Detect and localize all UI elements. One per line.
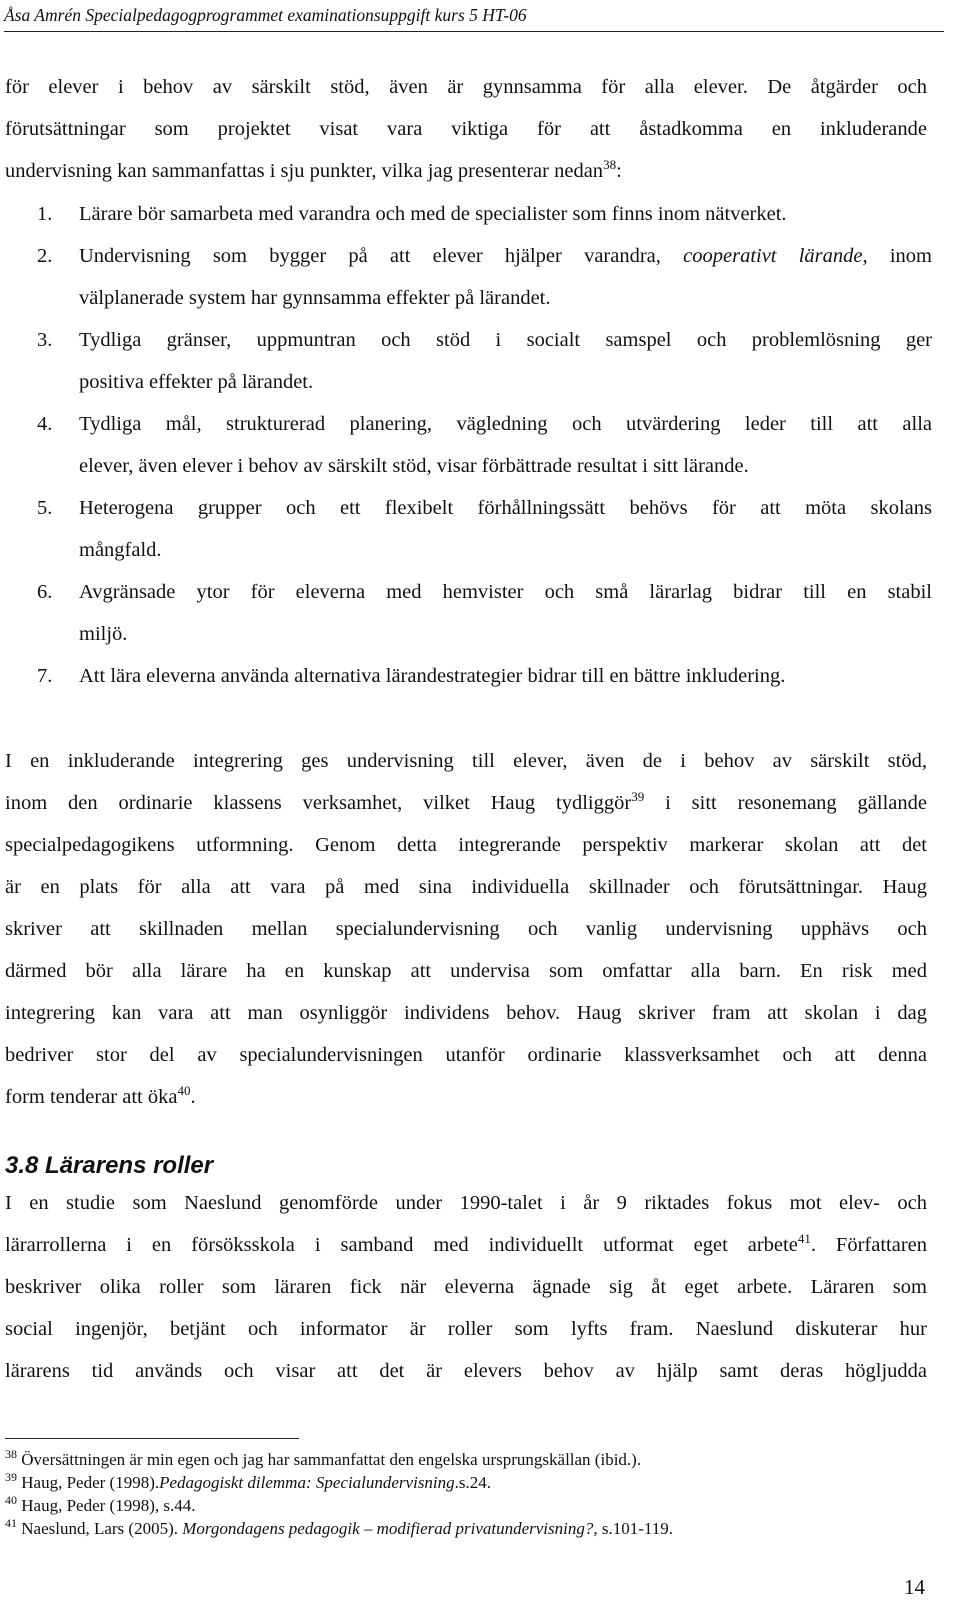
footnote-ref[interactable]: 40 xyxy=(177,1083,191,1098)
text-line: social ingenjör, betjänt och informator är roller som lyfts fram. Naeslund diskuterar hur xyxy=(5,1318,927,1340)
text-line: inom den ordinarie klassens verksamhet, vilket Haug tydliggör$^{39}$ i sitt resonemang gällande xyxy=(5,789,928,814)
text-line: lärarens tid används och visar att det är elevers behov av hjälp samt deras högljudda xyxy=(5,1360,927,1382)
footnote-ref[interactable]: 41 xyxy=(797,1231,811,1246)
list-number: 3. xyxy=(37,329,53,351)
text-line: I en studie som Naeslund genomförde under 1990-talet i år 9 riktades fokus mot elev- och xyxy=(5,1192,927,1214)
running-header: Åsa Amrén Specialpedagogprogrammet examinationsuppgift kurs 5 HT-06 xyxy=(4,4,944,32)
text-line: form tenderar att öka$^{40}$. xyxy=(5,1083,196,1108)
text-line: beskriver olika roller som läraren fick när eleverna ägnade sig åt eget arbete. Läraren som xyxy=(5,1276,927,1298)
section-heading: 3.8 Lärarens roller xyxy=(5,1152,214,1179)
list-item-continuation: miljö. xyxy=(79,623,128,645)
text-line: är en plats för alla att vara på med sina individuella skillnader och förutsättningar. Haug xyxy=(5,876,927,898)
list-number: 2. xyxy=(37,245,53,267)
text-line: lärarrollerna i en försöksskola i samband med individuellt utformat eget arbete$^{41}$. Författaren xyxy=(5,1231,927,1256)
footnote-separator xyxy=(5,1438,299,1439)
text-line: skriver att skillnaden mellan specialundervisning och vanlig undervisning upphävs och xyxy=(5,918,927,940)
footnote: $^{39}$ Haug, Peder (1998).Pedagogiskt dilemma: Specialundervisning.s.24. xyxy=(5,1470,492,1492)
list-number: 1. xyxy=(37,203,53,225)
text-line: undervisning kan sammanfattas i sju punkter, vilka jag presenterar nedan$^{38}$: xyxy=(5,157,622,182)
list-item: Undervisning som bygger på att elever hjälper varandra, cooperativt lärande, inom xyxy=(79,245,932,267)
page-number: 14 xyxy=(904,1575,925,1599)
list-item: Avgränsade ytor för eleverna med hemvister och små lärarlag bidrar till en stabil xyxy=(79,581,932,603)
list-item-continuation: välplanerade system har gynnsamma effekter på lärandet. xyxy=(79,287,551,309)
text-line: förutsättningar som projektet visat vara viktiga för att åstadkomma en inkluderande xyxy=(5,118,927,140)
text-line: I en inkluderande integrering ges undervisning till elever, även de i behov av särskilt stöd, xyxy=(5,750,927,772)
list-number: 7. xyxy=(37,665,53,687)
list-item: Tydliga gränser, uppmuntran och stöd i socialt samspel och problemlösning ger xyxy=(79,329,932,351)
list-item: Att lära eleverna använda alternativa lärandestrategier bidrar till en bättre inkludering. xyxy=(79,665,786,687)
list-number: 6. xyxy=(37,581,53,603)
list-number: 4. xyxy=(37,413,53,435)
list-item: Tydliga mål, strukturerad planering, vägledning och utvärdering leder till att alla xyxy=(79,413,932,435)
list-item-continuation: mångfald. xyxy=(79,539,162,561)
list-number: 5. xyxy=(37,497,53,519)
footnote: $^{40}$ Haug, Peder (1998), s.44. xyxy=(5,1493,196,1515)
list-item: Heterogena grupper och ett flexibelt förhållningssätt behövs för att möta skolans xyxy=(79,497,932,519)
text-line: därmed bör alla lärare ha en kunskap att undervisa som omfattar alla barn. En risk med xyxy=(5,960,927,982)
footnote-ref[interactable]: 38 xyxy=(603,157,617,172)
text-line: specialpedagogikens utformning. Genom detta integrerande perspektiv markerar skolan att det xyxy=(5,834,927,856)
footnote-ref[interactable]: 39 xyxy=(631,789,645,804)
footnote: $^{41}$ Naeslund, Lars (2005). Morgondagens pedagogik – modifierad privatundervisning?, s.101-119. xyxy=(5,1516,674,1538)
footnote: $^{38}$ Översättningen är min egen och jag har sammanfattat den engelska ursprungskällan (ibid.). xyxy=(5,1447,642,1469)
text-line: integrering kan vara att man osynliggör individens behov. Haug skriver fram att skolan i dag xyxy=(5,1002,927,1024)
list-item-continuation: positiva effekter på lärandet. xyxy=(79,371,314,393)
text-line: bedriver stor del av specialundervisningen utanför ordinarie klassverksamhet och att denna xyxy=(5,1044,927,1066)
list-item: Lärare bör samarbeta med varandra och med de specialister som finns inom nätverket. xyxy=(79,203,787,225)
list-item-continuation: elever, även elever i behov av särskilt stöd, visar förbättrade resultat i sitt lärande. xyxy=(79,455,749,477)
text-line: för elever i behov av särskilt stöd, även är gynnsamma för alla elever. De åtgärder och xyxy=(5,76,927,98)
